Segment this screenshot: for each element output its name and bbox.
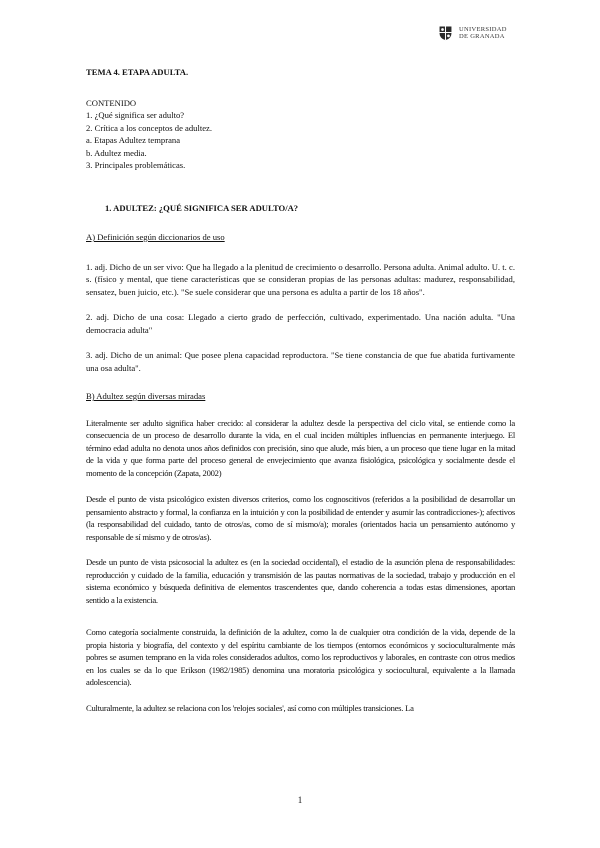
document-title: TEMA 4. ETAPA ADULTA. bbox=[86, 67, 189, 77]
paragraph-psychological: Desde el punto de vista psicológico existen diversos criterios, como los cognoscitivos (referidos a la posibilidad de desarrollar un pensamiento abstracto y formal, la confianza en la intuición y con la posibilidad de entender y asumir las contradicciones-); afectivos (la responsabilidad del cuidado, tanto de otros/as, como de sí mismo/a); morales (orientados hacia un pensamiento autónomo y responsable de sí mismo y de otros/as). bbox=[86, 494, 515, 542]
document-page bbox=[86, 66, 515, 714]
definition-1: 1. adj. Dicho de un ser vivo: Que ha llegado a la plenitud de crecimiento o desarrollo. Persona adulta. Animal adulto. U. t. c. s. (físico y mental, que tiene características que se consideran propias de las personas adultas: madurez, responsabilidad, sensatez, buen juicio, etc.). "Se suele considerar que una persona es adulta a partir de los 18 años". bbox=[86, 261, 515, 297]
contents-item: 3. Principales problemáticas. bbox=[86, 160, 186, 170]
contents-item: b. Adultez media. bbox=[86, 147, 147, 158]
logo-line-1: UNIVERSIDAD bbox=[459, 25, 507, 33]
subsection-heading-a: A) Definición según diccionarios de uso bbox=[86, 232, 225, 242]
definition-2: 2. adj. Dicho de una cosa: Llegado a cierto grado de perfección, cultivado, experimentado. Una nación adulta. "Una democracia adulta" bbox=[86, 312, 515, 335]
paragraph-literal: Literalmente ser adulto significa haber crecido: al considerar la adultez desde la perspectiva del ciclo vital, se entiende como la consecuencia de un proceso de desarrollo durante la vida, en el cual inciden múltiples influencias en permanente interjuego. El término edad adulta no denota unos años definidos con precisión, sino que alude, más bien, a un proceso que tiene lugar en la mitad de la vida y que forma parte del proceso general de envejecimiento que avanza fisiológica, psicológica y socialmente desde el momento de la concepción (Zapata, 2002) bbox=[86, 417, 515, 478]
subsection-heading-b: B) Adultez según diversas miradas bbox=[86, 391, 206, 401]
definition-3: 3. adj. Dicho de un animal: Que posee plena capacidad reproductora. "Se tiene constancia de que fue abatida furtivamente una osa adulta". bbox=[86, 350, 515, 373]
page-number: 1 bbox=[297, 795, 303, 805]
paragraph-cultural: Culturalmente, la adultez se relaciona con los 'relojes sociales', así como con múltiples transiciones. La bbox=[86, 702, 414, 713]
paragraph-social-category: Como categoría socialmente construida, la definición de la adultez, como la de cualquier otra condición de la vida, depende de la propia historia y biografía, del contexto y del espíritu cambiante de los tiempos (entornos económicos y socioculturalmente más pobres se asumen temprano en la vida roles considerados adultos, como los reproductivos y laborales, en contraste con otros medios en los cuales se da lo que Erikson (1982/1985) denomina una moratoria psicológica y sociocultural, equivalente a la llamada adolescencia). bbox=[86, 627, 515, 687]
logo-text bbox=[459, 26, 507, 40]
contents-list bbox=[86, 97, 515, 172]
contents-item: a. Etapas Adultez temprana bbox=[86, 135, 181, 145]
contents-item: 1. ¿Qué significa ser adulto? bbox=[86, 110, 185, 120]
university-logo bbox=[437, 24, 507, 41]
contents-item: 2. Crítica a los conceptos de adultez. bbox=[86, 122, 212, 133]
paragraph-psychosocial: Desde un punto de vista psicosocial la adultez es (en la sociedad occidental), el estadio de la asunción plena de responsabilidades: reproducción y cuidado de la familia, educación y transmisión de las pautas normativas de la sociedad, trabajo y producción en el sistema económico y búsqueda definitiva de elementos trascendentes que, dando coherencia a todas estas dimensiones, aportan sentido a la existencia. bbox=[86, 557, 515, 605]
logo-line-2: DE GRANADA bbox=[459, 32, 505, 40]
university-crest-icon bbox=[437, 24, 454, 41]
contents-label: CONTENIDO bbox=[86, 97, 137, 108]
section-heading: 1. ADULTEZ: ¿QUÉ SIGNIFICA SER ADULTO/A? bbox=[105, 202, 299, 213]
